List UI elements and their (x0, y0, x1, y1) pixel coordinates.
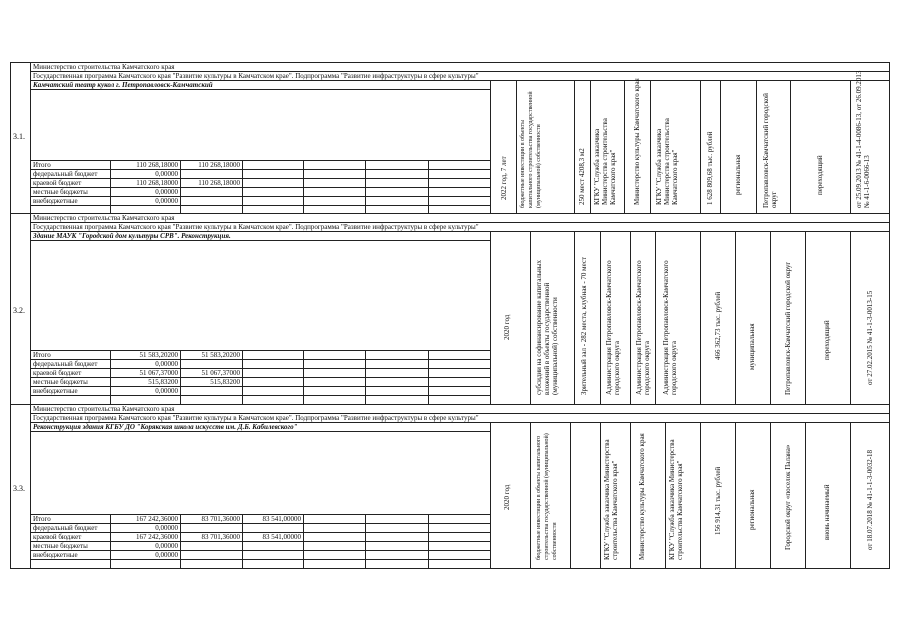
col-developer: Администрация Петропавловск-Камчатского городского округа (662, 260, 678, 395)
cell-total: 51 067,37000 (139, 369, 178, 377)
cell-year2: 83 541,00000 (262, 515, 301, 523)
cell-year1: 83 701,36000 (201, 533, 240, 541)
cell-year1: 51 583,20200 (201, 351, 240, 359)
col-gov-customer: Администрация Петропавловск-Камчатского городского округа (635, 260, 651, 395)
col-developer: КГКУ "Служба заказчика Министерства строительства Камчатского края" (668, 439, 684, 560)
ministry-name: Министерство строительства Камчатского края (33, 63, 175, 71)
col-cost: 466 362,73 тыс. рублей (714, 291, 722, 360)
cell-total: 110 268,18000 (136, 179, 178, 187)
col-expertise: от 25.09.2013 № 41-1-4-0086-13, от 26.09.2013 № 41-1-6-0066-13 (855, 70, 871, 208)
row-index: 3.2. (13, 306, 25, 315)
row-label: Итого (33, 351, 51, 359)
cell-year1: 515,83200 (210, 378, 240, 386)
cell-total: 0,00000 (155, 551, 178, 559)
row-label: федеральный бюджет (33, 524, 98, 532)
cell-year1: 110 268,18000 (198, 179, 240, 187)
col-customer: КГКУ "Служба заказчика Министерства строительства Камчатского края" (603, 439, 619, 560)
program-name: Государственная программа Камчатского края "Развитие культуры в Камчатском крае". Подпрограмма "Развитие инфраструктуры в сфере культуры" (33, 223, 479, 231)
row-label: федеральный бюджет (33, 170, 98, 178)
col-expertise: от 18.07.2018 № 41-1-1-3-0032-18 (866, 449, 874, 550)
col-ownership: региональная (734, 154, 742, 195)
col-ownership: региональная (748, 489, 756, 530)
object-title: Реконструкция здания КГБУ ДО "Корякская школа искусств им. Д.Б. Кабилевского" (33, 423, 298, 431)
col-capacity: Зрительный зал - 282 места, клубная - 70 мест (580, 256, 588, 395)
row-label: федеральный бюджет (33, 360, 98, 368)
row-index: 3.3. (13, 484, 25, 493)
col-location: Петропавловск-Камчатский городской округ (762, 93, 778, 208)
col-period: 2020 год (503, 314, 511, 340)
cell-total: 0,00000 (155, 542, 178, 550)
col-cost: 156 914,31 тыс. рублей (714, 466, 722, 535)
col-capacity: 250 мест 4208,3 м2 (578, 148, 586, 205)
col-period: 2020 год (503, 484, 511, 510)
col-period: 2022 год, 7 лет (500, 156, 508, 200)
col-cost: 1 628 809,68 тыс. рублей (706, 131, 714, 205)
col-status: переходящий (816, 155, 824, 195)
row-label: краевой бюджет (33, 533, 82, 541)
ministry-name: Министерство строительства Камчатского края (33, 214, 175, 222)
col-ownership: муниципальная (748, 323, 756, 370)
cell-total: 0,00000 (155, 188, 178, 196)
col-customer: КГКУ "Служба заказчика Министерства строительства Камчатского края" (593, 118, 617, 205)
row-label: местные бюджеты (33, 378, 88, 386)
col-type: субсидии на софинансирование капитальных вложений в объекты государственной (муниципальной) собственности (535, 259, 559, 395)
cell-total: 167 242,36000 (136, 533, 178, 541)
col-customer: Администрация Петропавловск-Камчатского городского округа (605, 260, 621, 395)
ministry-name: Министерство строительства Камчатского края (33, 405, 175, 413)
cell-total: 110 268,18000 (136, 161, 178, 169)
cell-total: 0,00000 (155, 197, 178, 205)
col-type: бюджетные инвестиции в объекты капитального строительства государственной (муниципальной) собственности (536, 433, 558, 560)
cell-total: 515,83200 (148, 378, 178, 386)
cell-total: 0,00000 (155, 387, 178, 395)
cell-year1: 83 701,36000 (201, 515, 240, 523)
program-name: Государственная программа Камчатского края "Развитие культуры в Камчатском крае". Подпрограмма "Развитие инфраструктуры в сфере культуры" (33, 72, 479, 80)
row-label: краевой бюджет (33, 369, 82, 377)
program-name: Государственная программа Камчатского края "Развитие культуры в Камчатском крае". Подпрограмма "Развитие инфраструктуры в сфере культуры" (33, 414, 479, 422)
col-location: Городской округ «поселок Палана» (784, 444, 792, 550)
col-status: переходящий (823, 320, 831, 360)
cell-year2: 83 541,00000 (262, 533, 301, 541)
row-label: местные бюджеты (33, 542, 88, 550)
cell-total: 167 242,36000 (136, 515, 178, 523)
col-type: бюджетные инвестиции в объекты капитального строительства государственной (муниципальной) собственности (520, 91, 542, 208)
col-gov-customer: Министерство культуры Камчатского края (633, 78, 641, 205)
row-index: 3.1. (13, 132, 25, 141)
cell-year1: 110 268,18000 (198, 161, 240, 169)
cell-total: 51 583,20200 (139, 351, 178, 359)
col-developer: КГКУ "Служба заказчика Министерства строительства Камчатского края" (655, 118, 679, 205)
object-title: Камчатский театр кукол г. Петропавловск-Камчатский (33, 81, 213, 89)
row-label: Итого (33, 515, 51, 523)
row-label: внебюджетные (33, 387, 78, 395)
col-status: вновь начинаемый (823, 484, 831, 540)
col-gov-customer: Министерство культуры Камчатского края (638, 433, 646, 560)
row-label: внебюджетные (33, 551, 78, 559)
cell-total: 0,00000 (155, 360, 178, 368)
cell-total: 0,00000 (155, 170, 178, 178)
cell-total: 0,00000 (155, 524, 178, 532)
row-label: внебюджетные (33, 197, 78, 205)
object-title: Здание МАУК "Городской дом культуры СРВ". Реконструкция. (33, 232, 231, 240)
row-label: краевой бюджет (33, 179, 82, 187)
row-label: местные бюджеты (33, 188, 88, 196)
cell-year1: 51 067,37000 (201, 369, 240, 377)
row-label: Итого (33, 161, 51, 169)
col-expertise: от 27.02.2015 № 41-1-3-0013-15 (866, 290, 874, 385)
col-location: Петропавловск-Камчатский городской округ (784, 261, 792, 395)
